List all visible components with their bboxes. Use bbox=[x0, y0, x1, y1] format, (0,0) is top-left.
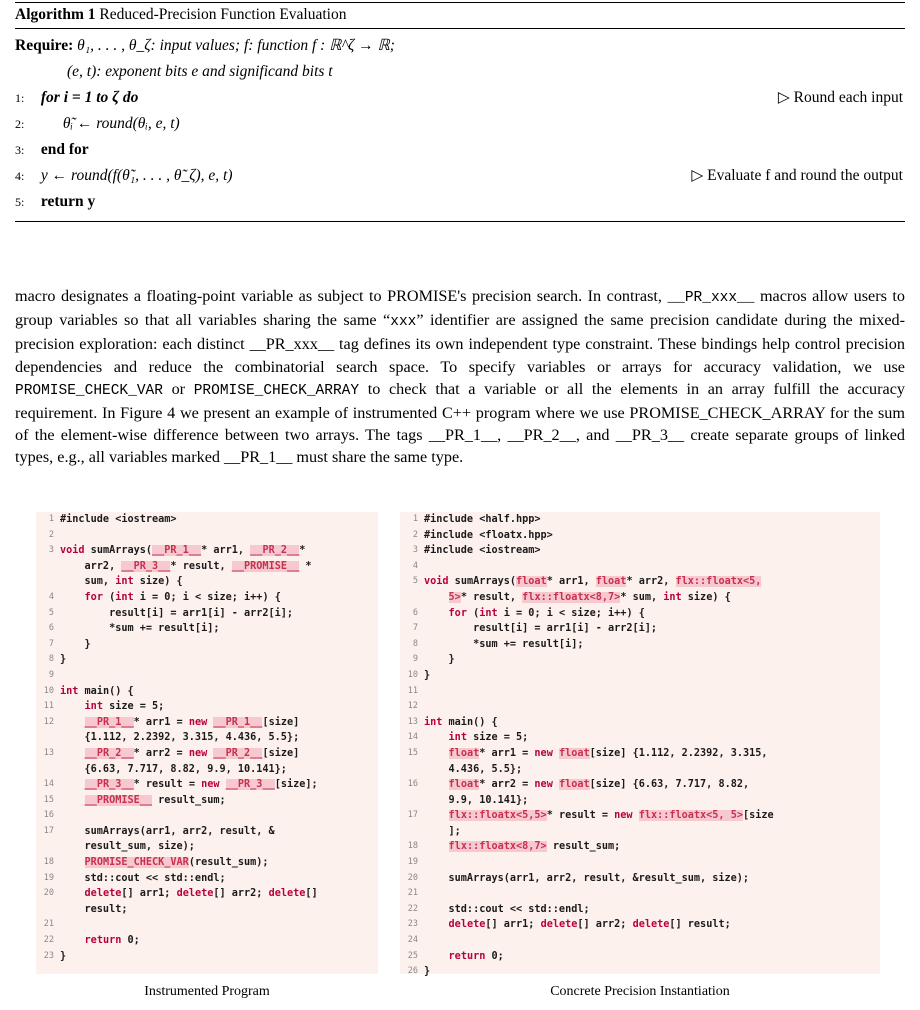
code-line-number: 19 bbox=[43, 872, 54, 883]
code-line bbox=[36, 652, 378, 668]
code-token: [size]; bbox=[274, 779, 318, 791]
concrete-code-listing bbox=[400, 512, 880, 978]
code-token: size) { bbox=[681, 591, 731, 603]
code-line-number: 12 bbox=[43, 716, 54, 727]
code-line-number: 10 bbox=[43, 685, 54, 696]
algorithm-bottom-rule bbox=[15, 221, 905, 222]
code-line bbox=[36, 855, 378, 871]
code-token: ]; bbox=[424, 825, 461, 837]
code-line bbox=[400, 715, 880, 731]
code-token: 0; bbox=[121, 935, 140, 947]
algorithm-line-number: 2: bbox=[15, 117, 25, 131]
code-token: * bbox=[299, 560, 312, 572]
code-line-number: 3 bbox=[48, 545, 54, 556]
code-token: sum, bbox=[60, 576, 116, 588]
code-token: * arr1 = bbox=[479, 747, 535, 759]
code-keyword: return bbox=[84, 935, 122, 947]
code-keyword: int bbox=[115, 591, 134, 603]
code-line bbox=[36, 543, 378, 559]
code-line bbox=[400, 512, 880, 528]
code-line-number: 6 bbox=[412, 607, 418, 618]
code-token: } bbox=[424, 669, 431, 681]
precision-type-highlight: float bbox=[558, 779, 590, 791]
code-token: 9.9, 10.141}; bbox=[424, 794, 529, 806]
instrumented-code-listing bbox=[36, 512, 378, 974]
code-keyword: delete bbox=[176, 888, 214, 900]
code-keyword: return bbox=[448, 950, 486, 962]
algorithm-line bbox=[15, 111, 905, 137]
paragraph-text: macro designates a floating-point variable as subject to PROMISE's precision search. In contrast, bbox=[15, 287, 662, 305]
code-line-number: 16 bbox=[43, 810, 54, 821]
precision-type-highlight: flx::floatx<8,7> bbox=[448, 841, 547, 853]
paragraph-code-check-var: PROMISE_CHECK_VAR bbox=[15, 382, 163, 399]
code-line-number: 1 bbox=[412, 514, 418, 524]
code-token: main() { bbox=[442, 716, 498, 728]
code-line bbox=[400, 886, 880, 902]
code-token bbox=[633, 810, 639, 821]
code-line bbox=[36, 933, 378, 949]
code-line bbox=[400, 949, 880, 965]
code-token: [] arr1; bbox=[485, 919, 541, 931]
algorithm-line bbox=[15, 85, 905, 111]
code-line bbox=[400, 964, 880, 980]
paragraph-code-check-array: PROMISE_CHECK_ARRAY bbox=[193, 382, 360, 399]
code-line-number: 21 bbox=[43, 919, 54, 930]
code-token: 4.436, 5.5}; bbox=[424, 763, 523, 775]
code-token: #include <half.hpp> bbox=[424, 514, 541, 525]
code-token: [size] bbox=[262, 716, 300, 728]
code-line bbox=[400, 793, 880, 809]
code-line-number: 23 bbox=[43, 950, 54, 961]
code-token: ( bbox=[466, 607, 480, 619]
require-inputs: θ₁, . . . , θ_ζ: input values; f: function f : ℝ^ζ → ℝ; bbox=[77, 37, 395, 54]
algorithm-line-number: 4: bbox=[15, 169, 25, 183]
code-token: #include <iostream> bbox=[424, 545, 541, 557]
algorithm-line-comment: ▷ Round each input bbox=[777, 89, 903, 106]
algorithm-body bbox=[15, 29, 905, 221]
algorithm-require-line-2 bbox=[15, 59, 905, 85]
code-token: main() { bbox=[78, 685, 134, 697]
code-token: sumArrays(arr1, arr2, result, & bbox=[60, 825, 275, 837]
code-line-number: 18 bbox=[407, 841, 418, 852]
code-token: [size] bbox=[262, 747, 300, 759]
code-line bbox=[36, 621, 378, 637]
code-line bbox=[36, 715, 378, 731]
code-token: std::cout << std::endl; bbox=[60, 872, 226, 884]
code-token bbox=[424, 748, 449, 759]
code-line bbox=[36, 699, 378, 715]
code-line bbox=[400, 855, 880, 871]
caption-concrete-instantiation: Concrete Precision Instantiation bbox=[550, 984, 730, 999]
code-keyword: int bbox=[448, 732, 467, 744]
algorithm-line bbox=[15, 189, 905, 215]
algorithm-line-number: 1: bbox=[15, 91, 25, 105]
code-line bbox=[36, 590, 378, 606]
code-line-number: 20 bbox=[43, 888, 54, 899]
code-token: } bbox=[424, 654, 455, 666]
code-line-number: 9 bbox=[48, 669, 54, 680]
paragraph-text: macros allow users to group variables so that all variables sharing the same “ bbox=[15, 287, 905, 330]
code-token: size) { bbox=[133, 576, 183, 588]
code-line-number: 22 bbox=[43, 935, 54, 946]
code-token bbox=[424, 951, 449, 962]
code-token: ( bbox=[102, 591, 116, 603]
code-line bbox=[36, 668, 378, 684]
code-line-number: 4 bbox=[412, 560, 418, 571]
code-keyword: void bbox=[60, 545, 85, 557]
code-token bbox=[424, 841, 449, 852]
code-token: result_sum; bbox=[152, 794, 226, 806]
code-keyword: new bbox=[201, 779, 220, 791]
code-token: [] bbox=[305, 888, 318, 900]
code-token: * sum, bbox=[620, 591, 664, 603]
code-token: * result, bbox=[170, 560, 232, 572]
code-token: sumArrays( bbox=[84, 545, 153, 557]
code-token: [] result; bbox=[669, 919, 731, 931]
precision-type-highlight: float bbox=[558, 747, 590, 759]
code-keyword: delete bbox=[448, 919, 486, 931]
algorithm-line bbox=[15, 163, 905, 189]
algorithm-line-code: y ← round(f(θ̃₁, . . . , θ̃_ζ), e, t) bbox=[40, 167, 233, 184]
algorithm-label: Algorithm 1 bbox=[15, 6, 96, 23]
code-line bbox=[36, 793, 378, 809]
code-token: } bbox=[60, 638, 91, 650]
code-token: * result = bbox=[546, 810, 615, 822]
algorithm-line-number: 5: bbox=[15, 195, 25, 209]
code-line-number: 26 bbox=[407, 966, 418, 977]
code-token: [] arr2; bbox=[577, 919, 633, 931]
code-line-number: 1 bbox=[48, 514, 54, 524]
code-line-number: 2 bbox=[412, 529, 418, 540]
precision-type-highlight: float bbox=[448, 779, 480, 791]
code-token: *sum += result[i]; bbox=[60, 623, 220, 635]
code-line bbox=[400, 808, 880, 824]
code-line bbox=[36, 777, 378, 793]
precision-type-highlight: __PR_3__ bbox=[121, 560, 171, 572]
code-line-number: 25 bbox=[407, 950, 418, 961]
code-token: #include <floatx.hpp> bbox=[424, 529, 553, 541]
code-line-number: 11 bbox=[43, 701, 54, 712]
code-keyword: int bbox=[60, 685, 79, 697]
code-line-number: 9 bbox=[412, 654, 418, 665]
code-keyword: delete bbox=[540, 919, 578, 931]
code-keyword: int bbox=[424, 716, 443, 728]
code-token bbox=[424, 608, 449, 619]
code-line-number: 5 bbox=[48, 607, 54, 618]
code-line bbox=[400, 621, 880, 637]
code-token: result_sum, size); bbox=[60, 841, 195, 853]
body-paragraph bbox=[15, 285, 905, 469]
code-line bbox=[36, 637, 378, 653]
code-line-number: 15 bbox=[407, 747, 418, 758]
algorithm-line-comment: ▷ Evaluate f and round the output bbox=[691, 167, 903, 184]
code-token bbox=[60, 935, 85, 946]
code-line bbox=[36, 949, 378, 965]
code-token bbox=[424, 919, 449, 930]
algorithm-line-code: end for bbox=[40, 141, 89, 158]
code-token bbox=[424, 732, 449, 743]
code-token bbox=[424, 592, 449, 603]
code-token: i = 0; i < size; i++) { bbox=[133, 591, 281, 603]
code-line-number: 14 bbox=[407, 732, 418, 743]
code-token bbox=[60, 795, 85, 806]
code-token: {1.112, 2.2392, 3.315, 4.436, 5.5}; bbox=[60, 732, 300, 744]
precision-type-highlight: __PROMISE__ bbox=[231, 560, 300, 572]
require-bits: (e, t): exponent bits e and significand bits t bbox=[67, 63, 333, 80]
code-line-number: 13 bbox=[43, 747, 54, 758]
code-line bbox=[36, 730, 378, 746]
code-line-number: 13 bbox=[407, 716, 418, 727]
code-keyword: int bbox=[479, 607, 498, 619]
code-line bbox=[400, 590, 880, 606]
code-line bbox=[36, 902, 378, 918]
code-token bbox=[424, 779, 449, 790]
caption-instrumented-program: Instrumented Program bbox=[144, 984, 270, 999]
code-token: * arr1 = bbox=[133, 716, 189, 728]
precision-type-highlight: __PROMISE__ bbox=[84, 794, 153, 806]
precision-type-highlight: flx::floatx<5,5> bbox=[448, 810, 547, 822]
precision-type-highlight: flx::floatx<5, bbox=[675, 576, 762, 588]
code-line bbox=[36, 606, 378, 622]
code-token bbox=[220, 779, 226, 790]
code-token: * result = bbox=[133, 779, 202, 791]
code-line-number: 6 bbox=[48, 623, 54, 634]
code-token: std::cout << std::endl; bbox=[424, 903, 590, 915]
code-line-number: 17 bbox=[43, 825, 54, 836]
precision-type-highlight: __PR_2__ bbox=[250, 545, 300, 557]
code-token: [size] {1.112, 2.2392, 3.315, bbox=[589, 747, 768, 759]
code-keyword: for bbox=[84, 591, 103, 603]
code-line bbox=[400, 652, 880, 668]
code-keyword: new bbox=[534, 747, 553, 759]
code-line bbox=[36, 871, 378, 887]
code-line bbox=[400, 917, 880, 933]
paragraph-code-macro: __PR_xxx__ bbox=[667, 290, 755, 306]
code-line-number: 8 bbox=[48, 654, 54, 665]
code-line-number: 3 bbox=[412, 545, 418, 556]
code-token bbox=[60, 748, 85, 759]
code-token bbox=[60, 701, 85, 712]
code-token bbox=[60, 888, 85, 899]
algorithm-line bbox=[15, 137, 905, 163]
code-line-number: 2 bbox=[48, 529, 54, 540]
code-line bbox=[36, 684, 378, 700]
code-keyword: int bbox=[115, 576, 134, 588]
code-line-number: 23 bbox=[407, 919, 418, 930]
code-keyword: void bbox=[424, 576, 449, 588]
code-token: * arr1, bbox=[546, 576, 596, 588]
code-line-number: 17 bbox=[407, 810, 418, 821]
code-line-number: 24 bbox=[407, 935, 418, 946]
precision-type-highlight: __PR_3__ bbox=[225, 779, 275, 791]
code-line bbox=[400, 668, 880, 684]
code-keyword: new bbox=[188, 716, 208, 728]
code-line-number: 5 bbox=[412, 576, 418, 587]
code-line bbox=[400, 902, 880, 918]
algorithm-box bbox=[15, 2, 905, 222]
precision-type-highlight: __PR_3__ bbox=[84, 779, 134, 791]
require-keyword: Require: bbox=[15, 37, 74, 54]
algorithm-line-code: return y bbox=[40, 193, 96, 210]
code-line-number: 22 bbox=[407, 903, 418, 914]
code-token: result; bbox=[60, 903, 128, 915]
code-line-number: 16 bbox=[407, 779, 418, 790]
code-token bbox=[424, 810, 449, 821]
code-line bbox=[400, 606, 880, 622]
code-token: arr2, bbox=[60, 560, 122, 572]
code-keyword: delete bbox=[632, 919, 670, 931]
code-line-number: 15 bbox=[43, 794, 54, 805]
code-line-number: 12 bbox=[407, 701, 418, 712]
code-token: [size bbox=[742, 810, 774, 822]
code-line bbox=[36, 886, 378, 902]
code-line bbox=[400, 824, 880, 840]
precision-type-highlight: __PR_1__ bbox=[84, 716, 134, 728]
code-line-number: 20 bbox=[407, 872, 418, 883]
algorithm-line-code: θ̃ᵢ ← round(θᵢ, e, t) bbox=[62, 115, 180, 132]
code-token: size = 5; bbox=[466, 732, 529, 744]
code-line-number: 19 bbox=[407, 857, 418, 868]
code-token: } bbox=[60, 950, 67, 962]
code-keyword: for bbox=[448, 607, 467, 619]
code-token: * arr2, bbox=[626, 576, 676, 588]
code-token: result[i] = arr1[i] - arr2[i]; bbox=[60, 607, 294, 619]
code-line bbox=[400, 684, 880, 700]
code-token: sumArrays( bbox=[448, 576, 517, 588]
precision-type-highlight: flx::floatx<5, 5> bbox=[638, 810, 743, 822]
code-line-number: 14 bbox=[43, 779, 54, 790]
code-line bbox=[36, 824, 378, 840]
code-keyword: int bbox=[84, 701, 103, 713]
code-line bbox=[36, 512, 378, 528]
code-line-number: 8 bbox=[412, 638, 418, 649]
code-token: [size] {6.63, 7.717, 8.82, bbox=[589, 779, 750, 791]
precision-type-highlight: flx::floatx<8,7> bbox=[522, 591, 621, 603]
code-token: {6.63, 7.717, 8.82, 9.9, 10.141}; bbox=[60, 763, 287, 775]
code-token: (result_sum); bbox=[188, 857, 269, 869]
code-token bbox=[60, 779, 85, 790]
algorithm-require-line bbox=[15, 33, 905, 59]
code-keyword: new bbox=[614, 810, 633, 822]
code-keyword: delete bbox=[84, 888, 122, 900]
code-line-number: 7 bbox=[48, 638, 54, 649]
code-token: result_sum; bbox=[546, 841, 621, 853]
code-line bbox=[400, 637, 880, 653]
code-token: #include <iostream> bbox=[60, 514, 177, 525]
code-token: 0; bbox=[485, 950, 504, 962]
code-token: * arr2 = bbox=[133, 747, 189, 759]
code-line bbox=[400, 730, 880, 746]
code-line-number: 21 bbox=[407, 888, 418, 899]
code-line-number: 7 bbox=[412, 623, 418, 634]
code-line bbox=[36, 839, 378, 855]
code-line bbox=[36, 528, 378, 544]
code-keyword: delete bbox=[268, 888, 306, 900]
algorithm-line-number: 3: bbox=[15, 143, 25, 157]
code-line bbox=[400, 746, 880, 762]
code-line bbox=[400, 839, 880, 855]
code-token: } bbox=[60, 654, 67, 666]
precision-type-highlight: float bbox=[516, 576, 547, 588]
precision-type-highlight: float bbox=[595, 576, 627, 588]
paragraph-text: or bbox=[162, 379, 194, 398]
precision-type-highlight: __PR_2__ bbox=[213, 747, 263, 759]
paragraph-text: to check that a variable or all the elements in an array fulfill the accuracy requirement. In Figure 4 we present an example of instrumented C++ program where we use PROMISE_CHECK_ARRAY for the sum of the element-wise difference between two arrays. The tags __PR_1__, __PR_2__, and __PR_3__ create separate groups of linked types, e.g., all variables marked __PR_1__ must share the same type. bbox=[15, 379, 905, 467]
code-line bbox=[36, 559, 378, 575]
code-line bbox=[400, 933, 880, 949]
code-keyword: new bbox=[534, 779, 553, 791]
code-line-number: 10 bbox=[407, 669, 418, 680]
algorithm-line-code: for i = 1 to ζ do bbox=[40, 89, 139, 106]
code-token: size = 5; bbox=[102, 701, 165, 713]
code-token: [] arr1; bbox=[121, 888, 177, 900]
code-token bbox=[60, 857, 85, 868]
code-line bbox=[400, 543, 880, 559]
code-token bbox=[60, 717, 85, 728]
code-line-number: 11 bbox=[407, 685, 418, 696]
code-token bbox=[60, 592, 85, 603]
algorithm-header bbox=[15, 3, 905, 28]
precision-type-highlight: __PR_2__ bbox=[84, 747, 134, 759]
code-line bbox=[400, 528, 880, 544]
precision-type-highlight: __PR_1__ bbox=[213, 716, 263, 728]
code-token: } bbox=[424, 966, 431, 978]
code-token: i = 0; i < size; i++) { bbox=[497, 607, 645, 619]
code-line-number: 18 bbox=[43, 857, 54, 868]
code-token: * arr2 = bbox=[479, 779, 535, 791]
code-token: *sum += result[i]; bbox=[424, 638, 584, 650]
code-keyword: new bbox=[188, 747, 208, 759]
algorithm-title: Reduced-Precision Function Evaluation bbox=[99, 6, 347, 23]
precision-type-highlight: PROMISE_CHECK_VAR bbox=[84, 857, 189, 869]
code-token: * result, bbox=[460, 591, 523, 603]
precision-type-highlight: float bbox=[448, 747, 480, 759]
code-line bbox=[400, 777, 880, 793]
code-line bbox=[400, 871, 880, 887]
code-token: * arr1, bbox=[201, 545, 251, 557]
code-token: [] arr2; bbox=[213, 888, 269, 900]
code-token: sumArrays(arr1, arr2, result, &result_sum, size); bbox=[424, 872, 750, 884]
code-line-number: 4 bbox=[48, 591, 54, 602]
code-line bbox=[36, 746, 378, 762]
code-token: * bbox=[299, 545, 306, 557]
code-line bbox=[36, 917, 378, 933]
precision-type-highlight: __PR_1__ bbox=[152, 545, 202, 557]
paragraph-text: ” identifier are assigned the same precision candidate during the mixed-precision exploration: each distinct __PR_xxx__ tag defines its own independent type constraint. These bindings help control precision dependencies and reduce the combinatorial search space. To specify variables or arrays for accuracy validation, we use bbox=[15, 311, 905, 376]
code-token: result[i] = arr1[i] - arr2[i]; bbox=[424, 623, 658, 635]
code-line bbox=[36, 574, 378, 590]
code-line bbox=[36, 762, 378, 778]
code-line bbox=[400, 574, 880, 590]
code-line bbox=[400, 762, 880, 778]
paragraph-code-identifier: xxx bbox=[390, 314, 417, 331]
code-line bbox=[400, 559, 880, 575]
code-line bbox=[36, 808, 378, 824]
code-line bbox=[400, 699, 880, 715]
code-keyword: int bbox=[663, 591, 682, 603]
precision-type-highlight: 5> bbox=[448, 591, 461, 603]
